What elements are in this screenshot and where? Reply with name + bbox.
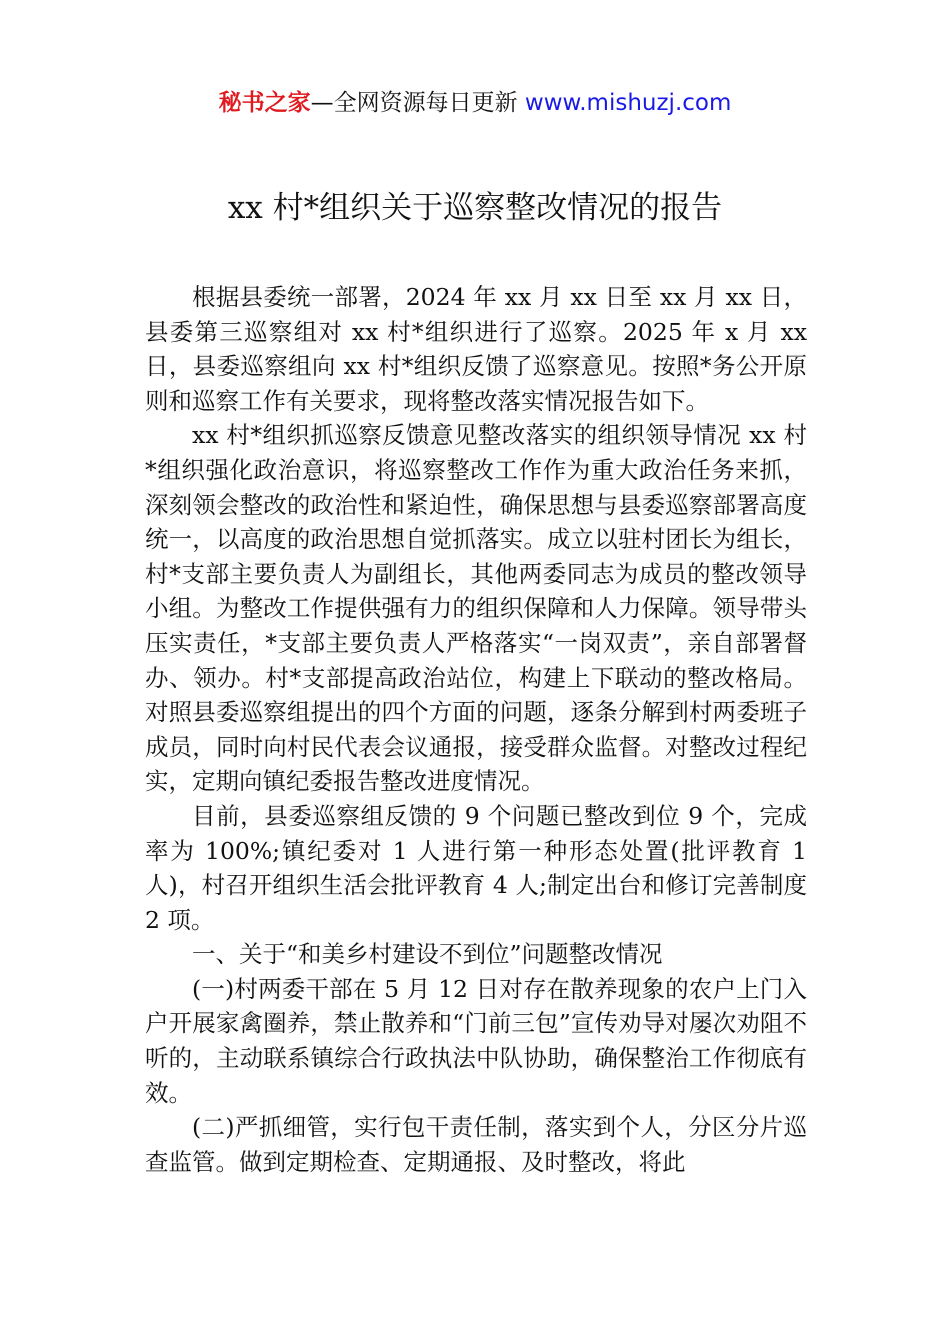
site-url[interactable]: www.mishuzj.com xyxy=(524,90,732,116)
section-heading: 一、关于“和美乡村建设不到位”问题整改情况 xyxy=(192,940,663,969)
document-body xyxy=(145,280,807,1179)
site-tagline: —全网资源每日更新 xyxy=(310,90,525,116)
paragraph: xx 村*组织抓巡察反馈意见整改落实的组织领导情况 xx 村*组织强化政治意识，将巡察整改工作作为重大政治任务来抓，深刻领会整改的政治性和紧迫性，确保思想与县委巡察部署高度统一，以高度的政治思想自觉抓落实。成立以驻村团长为组长，村*支部主要负责人为副组长，其他两委同志为成员的整改领导小组。为整改工作提供强有力的组织保障和人力保障。领导带头压实责任，*支部主要负责人严格落实“一岗双责”，亲自部署督办、领办。村*支部提高政治站位，构建上下联动的整改格局。对照县委巡察组提出的四个方面的问题，逐条分解到村两委班子成员，同时向村民代表会议通报，接受群众监督。对整改过程纪实，定期向镇纪委报告整改进度情况。 xyxy=(145,421,807,796)
paragraph: 根据县委统一部署，2024 年 xx 月 xx 日至 xx 月 xx 日，县委第三巡察组对 xx 村*组织进行了巡察。2025 年 x 月 xx 日，县委巡察组向 xx 村*组织反馈了巡察意见。按照*务公开原则和巡察工作有关要求，现将整改落实情况报告如下。 xyxy=(145,283,807,415)
paragraph: (一)村两委干部在 5 月 12 日对存在散养现象的农户上门入户开展家禽圈养，禁止散养和“门前三包”宣传劝导对屡次劝阻不听的，主动联系镇综合行政执法中队协助，确保整治工作彻底有效。 xyxy=(145,974,807,1107)
site-brand: 秘书之家 xyxy=(218,90,311,116)
document-title: xx 村*组织关于巡察整改情况的报告 xyxy=(227,190,723,226)
site-header xyxy=(0,86,950,120)
paragraph: (二)严抓细管，实行包干责任制，落实到个人，分区分片巡查监管。做到定期检查、定期通报、及时整改，将此 xyxy=(145,1113,807,1176)
paragraph: 目前，县委巡察组反馈的 9 个问题已整改到位 9 个，完成率为 100%;镇纪委对 1 人进行第一种形态处置(批评教育 1 人)，村召开组织生活会批评教育 4 人;制定出台和修订完善制度 2 项。 xyxy=(145,801,807,934)
